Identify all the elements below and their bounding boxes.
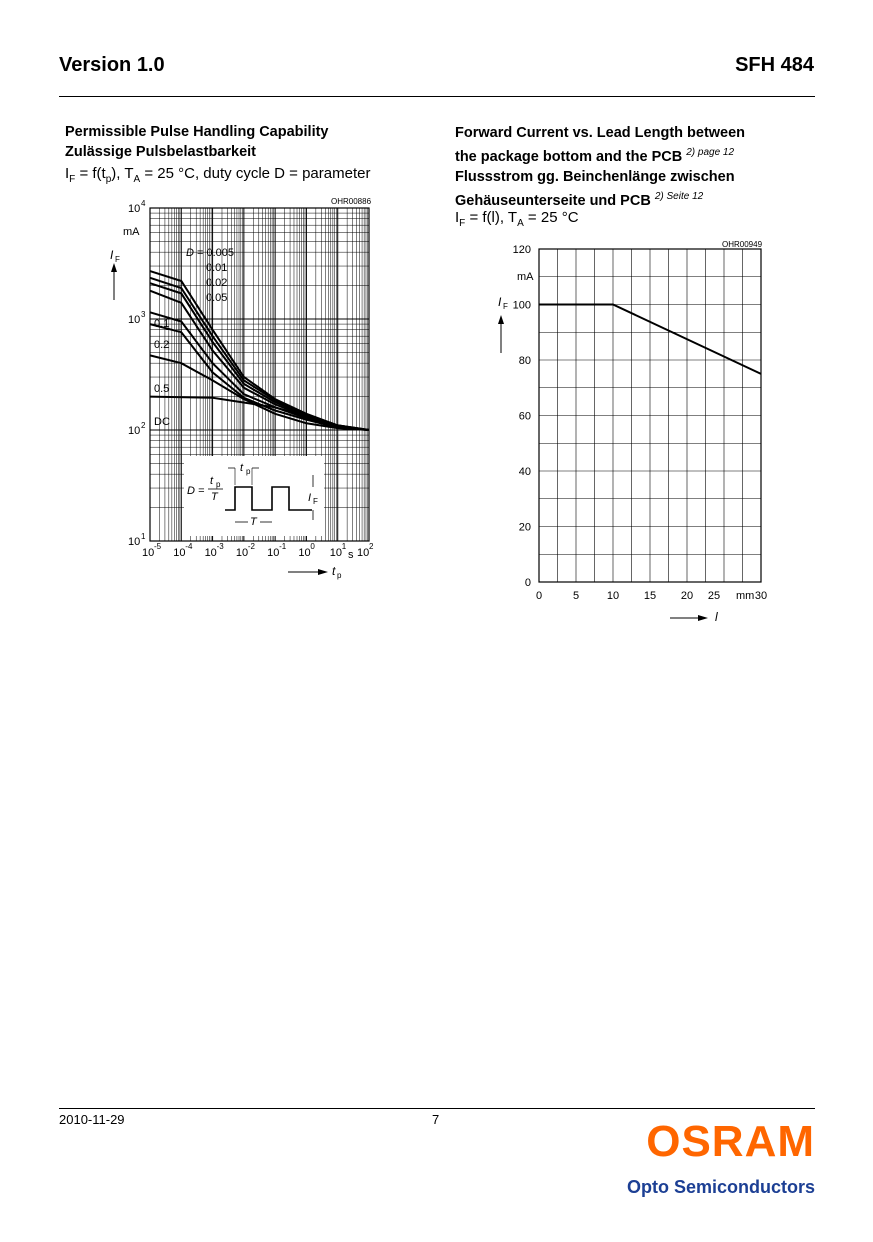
right-y-unit: mA: [517, 271, 534, 283]
right-x-ticks: [536, 590, 767, 602]
left-x-tick-exp: -4: [185, 542, 193, 551]
right-x-arrow-head: [698, 615, 708, 621]
inset-if: I: [308, 492, 312, 504]
curve-label-2: 0.01: [206, 262, 228, 274]
inset-d-label: D =: [187, 485, 205, 497]
right-y-tick-label: 0: [524, 577, 531, 589]
left-x-tick-exp: -5: [154, 542, 162, 551]
left-y-arrow-head: [111, 263, 117, 272]
right-y-tick-label: 80: [518, 355, 531, 367]
left-x-tick-base: 10: [142, 547, 155, 559]
footer-rule: [59, 1108, 815, 1109]
right-x-tick-label: 20: [680, 590, 694, 602]
curve-label-3: 0.02: [206, 277, 228, 289]
left-title-en: Permissible Pulse Handling Capability: [65, 124, 329, 140]
right-y-tick-label: 120: [512, 244, 531, 256]
left-y-tick-base: 10: [128, 536, 141, 548]
right-formula: $I_F = f(l)$, $T_A = 25$ °C: [455, 209, 579, 229]
inset-tp-sub: p: [246, 467, 251, 476]
left-title-de: Zulässige Pulsbelastbarkeit: [65, 144, 256, 160]
left-x-unit: s: [348, 549, 354, 561]
right-x-tick-label: 30: [754, 590, 768, 602]
curve-label-6: 0.2: [154, 339, 170, 351]
left-y-tick-exp: 2: [141, 421, 146, 430]
left-y-label: I: [110, 248, 114, 262]
document-version: Version 1.0: [59, 54, 165, 76]
right-y-ticks: [513, 244, 531, 589]
right-title-line2: the package bottom and the PCB $^{2) page 12}$: [455, 147, 735, 165]
inset-if-sub: F: [313, 497, 318, 506]
pulse-handling-chart: [100, 190, 400, 590]
right-y-arrow-head: [498, 315, 504, 324]
left-x-arrow-head: [318, 569, 328, 575]
right-x-label: l: [715, 610, 718, 624]
lead-length-chart: [490, 235, 780, 635]
left-x-tick-exp: 2: [369, 542, 374, 551]
left-x-label-sub: p: [337, 571, 342, 580]
right-x-tick-label: 5: [572, 590, 580, 602]
left-x-tick-base: 10: [329, 547, 342, 559]
right-x-tick-label: 15: [643, 590, 657, 602]
right-y-label-sub: F: [503, 302, 508, 311]
right-y-tick-label: 20: [518, 521, 531, 534]
left-y-tick-exp: 1: [141, 532, 146, 541]
right-x-tick-label: 0: [535, 590, 543, 602]
left-y-tick-exp: 4: [141, 199, 146, 208]
inset-num: t: [210, 475, 214, 487]
right-chart-title: [455, 123, 745, 211]
curve-label-7: 0.5: [154, 383, 170, 395]
header-rule: [59, 96, 815, 97]
inset-num-sub: p: [216, 480, 221, 489]
left-y-tick-exp: 3: [141, 310, 146, 319]
right-title-line3: Flussstrom gg. Beinchenlänge zwischen: [455, 168, 735, 185]
left-x-label: t: [332, 564, 336, 578]
right-title-line1: Forward Current vs. Lead Length between: [455, 125, 746, 141]
left-x-tick-base: 10: [235, 547, 249, 559]
right-x-tick-label: 25: [707, 590, 721, 602]
right-title-line4: Gehäuseunterseite und PCB $^{2) Seite 12}$: [455, 190, 704, 209]
left-x-ticks: [142, 542, 374, 559]
right-y-label: I: [498, 295, 502, 309]
inset-den: T: [211, 491, 218, 503]
right-x-unit: mm: [736, 590, 755, 602]
left-y-unit: mA: [123, 226, 140, 238]
left-y-tick-base: 10: [128, 425, 141, 437]
curve-label-4: 0.05: [206, 292, 228, 304]
left-x-tick-base: 10: [204, 547, 217, 559]
right-chart-code: OHR00949: [722, 240, 763, 249]
right-title-ref1: 2) page 12: [686, 147, 735, 158]
page-number: 7: [432, 1112, 440, 1127]
left-y-tick-base: 10: [128, 314, 141, 326]
right-y-tick-label: 40: [518, 466, 531, 478]
inset-tp: t: [240, 462, 244, 474]
left-x-tick-exp: -3: [216, 542, 224, 551]
left-x-tick-base: 10: [267, 547, 280, 559]
footer-date: 2010-11-29: [59, 1112, 125, 1127]
right-chart-grid: [539, 249, 761, 582]
curve-label-1: = 0.005: [197, 247, 235, 259]
right-y-tick-label: 100: [512, 299, 531, 312]
left-y-label-sub: F: [115, 255, 120, 264]
osram-logo-subtitle: Opto Semiconductors: [626, 1177, 815, 1197]
product-name: SFH 484: [735, 54, 814, 76]
left-x-tick-base: 10: [357, 547, 370, 559]
curve-label-5: 0.1: [154, 318, 170, 330]
left-x-tick-base: 10: [298, 547, 311, 559]
right-title-ref2: 2) Seite 12: [654, 190, 704, 202]
left-x-tick-base: 10: [173, 547, 186, 559]
left-formula: $I_F = f(t_p)$, $T_A = 25$ °C, duty cycle D = parameter: [65, 165, 371, 185]
left-y-tick-base: 10: [128, 203, 141, 215]
right-x-tick-label: 10: [606, 590, 620, 602]
left-chart-title: [65, 122, 329, 162]
left-x-tick-exp: -2: [247, 542, 255, 551]
right-y-tick-label: 60: [518, 410, 531, 423]
osram-logo: OSRAM: [646, 1117, 815, 1166]
inset-period: T: [250, 516, 257, 528]
curve-label-d-prefix: D: [186, 247, 194, 259]
curve-label-8: DC: [154, 416, 170, 428]
left-chart-code: OHR00886: [331, 197, 372, 206]
left-x-tick-exp: 0: [310, 542, 315, 551]
left-x-tick-exp: 1: [341, 542, 347, 551]
left-y-ticks: [128, 199, 146, 548]
left-x-tick-exp: -1: [279, 542, 287, 551]
